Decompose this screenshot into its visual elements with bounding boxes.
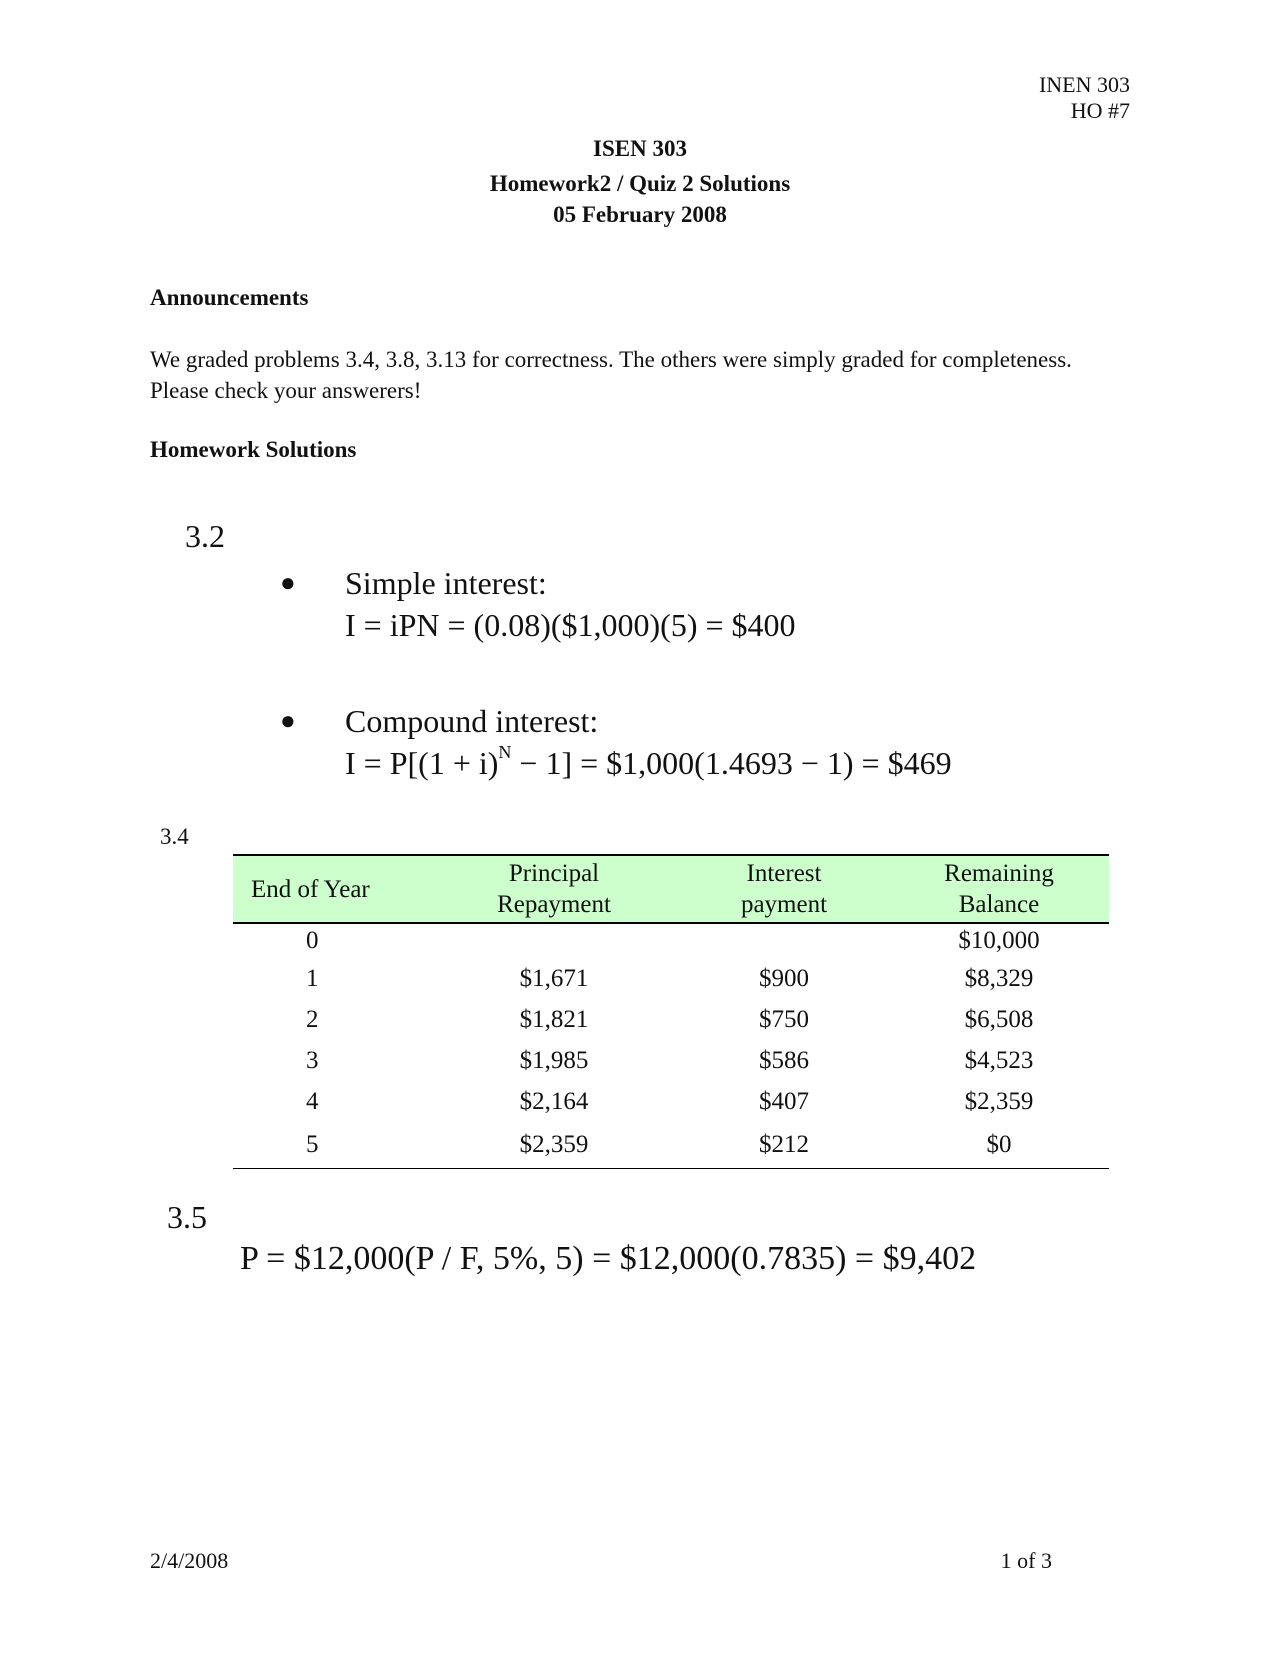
compound-interest-item <box>280 700 952 784</box>
table-row <box>233 958 1109 999</box>
table-cell: 2 <box>306 1005 319 1033</box>
table-cell: $2,164 <box>519 1087 589 1115</box>
table-cell: $0 <box>889 1122 1109 1169</box>
title-course: ISEN 303 <box>593 136 687 161</box>
table-row <box>233 1081 1109 1122</box>
col-remaining-balance: Remaining Balance <box>889 855 1109 923</box>
problem-3-2-number: 3.2 <box>185 518 225 554</box>
compound-interest-equation: $I = P[(1 + i)^N - 1]$ = $1,000(1.4693 − 1) = $469 <box>345 742 952 781</box>
course-code <box>1039 72 1130 124</box>
table-cell: $2,359 <box>964 1087 1034 1115</box>
table-cell <box>679 923 889 958</box>
table-cell: $2,359 <box>429 1122 679 1169</box>
title-date: 05 February 2008 <box>553 202 727 227</box>
problem-3-5-number: 3.5 <box>167 1199 207 1235</box>
homework-heading: Homework Solutions <box>150 437 357 462</box>
table-cell: $1,671 <box>519 964 589 992</box>
table-cell: 4 <box>306 1087 319 1115</box>
table-cell: $212 <box>679 1122 889 1169</box>
table-cell <box>429 923 679 958</box>
announcements-heading: Announcements <box>150 285 309 310</box>
table-cell: $10,000 <box>958 927 1040 954</box>
table-cell: 3 <box>306 1046 319 1074</box>
table-cell: $1,985 <box>519 1046 589 1074</box>
table-cell: $1,821 <box>519 1005 589 1033</box>
col-interest-payment: Interest payment <box>679 855 889 923</box>
handout-number: HO #7 <box>1070 98 1130 123</box>
table-cell: $750 <box>759 1005 809 1033</box>
table-cell: 5 <box>233 1122 429 1169</box>
table-cell: 0 <box>306 927 319 954</box>
bullet-icon: ● <box>280 706 296 735</box>
problem-3-5-equation: P = $12,000(P / F, 5%, 5) = $12,000(0.7835) = $9,402 <box>240 1240 977 1277</box>
simple-interest-item <box>280 562 796 646</box>
announcements-text: We graded problems 3.4, 3.8, 3.13 for correctness. The others were simply graded for completeness. Please check your answerers! <box>150 347 1072 403</box>
table-header-row <box>233 855 1109 923</box>
document-title <box>0 133 1280 230</box>
table-cell: $8,329 <box>964 964 1034 992</box>
table-row <box>233 999 1109 1040</box>
course-number: INEN 303 <box>1038 72 1130 97</box>
title-assignment: Homework2 / Quiz 2 Solutions <box>489 171 791 196</box>
table-cell: $4,523 <box>964 1046 1034 1074</box>
table-cell: $6,508 <box>964 1005 1034 1033</box>
table-row <box>233 1040 1109 1081</box>
table-row <box>233 923 1109 958</box>
table-cell: $407 <box>759 1087 809 1115</box>
table-cell: $586 <box>759 1046 809 1074</box>
compound-interest-label: Compound interest: <box>345 703 599 739</box>
col-end-of-year: End of Year <box>233 855 429 923</box>
bullet-icon: ● <box>280 568 296 597</box>
table-cell: 1 <box>306 964 319 992</box>
problem-3-4-number: 3.4 <box>160 824 189 849</box>
footer-date: 2/4/2008 <box>150 1548 229 1573</box>
amortization-table <box>233 854 1109 1169</box>
table-cell: $900 <box>759 964 809 992</box>
simple-interest-label: Simple interest: <box>345 565 547 601</box>
table-row <box>233 1122 1109 1169</box>
col-principal-repayment: Principal Repayment <box>429 855 679 923</box>
page-number: 1 of 3 <box>1000 1548 1052 1573</box>
simple-interest-equation: I = iPN = (0.08)($1,000)(5) = $400 <box>345 607 796 643</box>
